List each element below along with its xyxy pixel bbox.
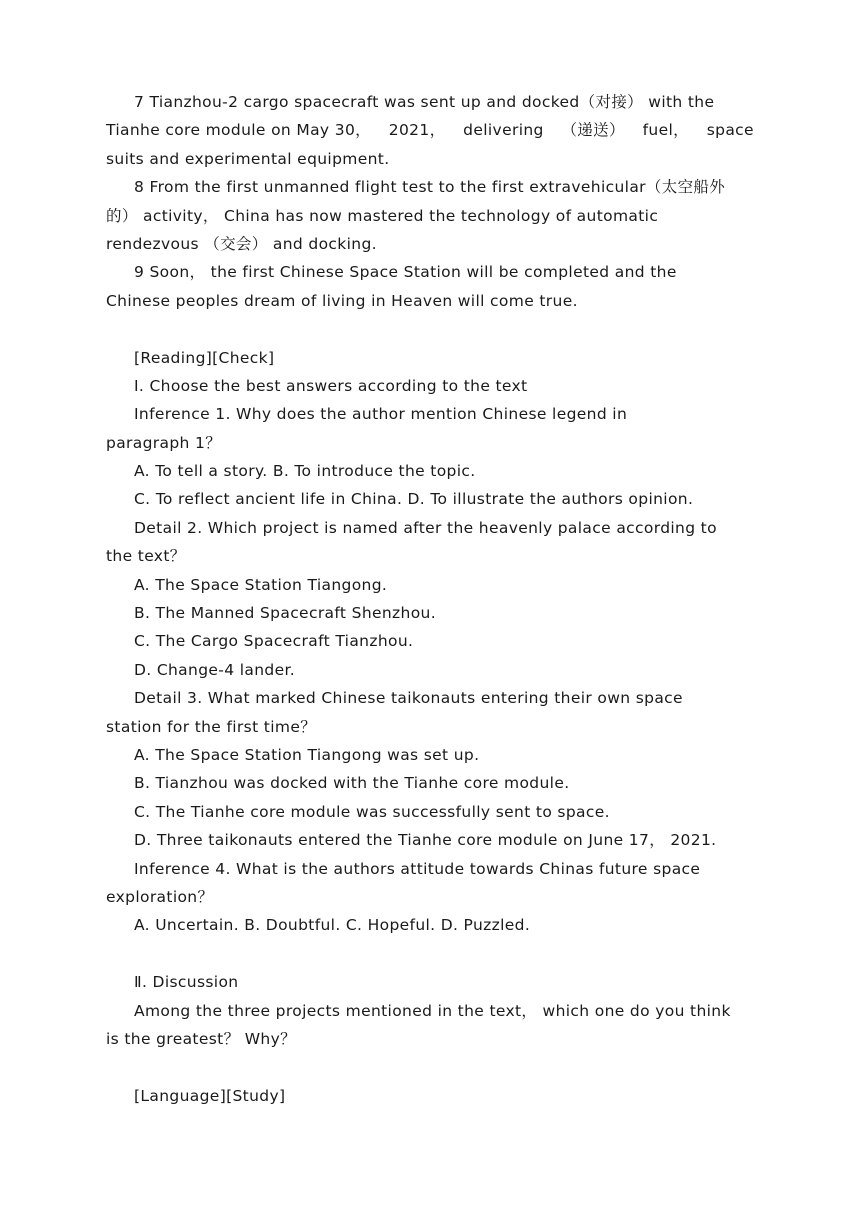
p7-line-2: [106, 116, 754, 144]
discussion-line-1: Among the three projects mentioned in the text， which one do you think: [134, 1001, 731, 1020]
spacer: [106, 1053, 754, 1081]
q2-option-a: A. The Space Station Tiangong.: [134, 575, 388, 594]
p7-word: space: [706, 121, 754, 140]
q1-options-ab: A. To tell a story. B. To introduce the topic.: [134, 462, 476, 481]
q3-line-1: Detail 3. What marked Chinese taikonauts entering their own space: [134, 689, 683, 708]
p7-word: 2021，: [388, 121, 446, 140]
q2-option-c: C. The Cargo Spacecraft Tianzhou.: [134, 632, 414, 651]
p9-line-1: 9 Soon， the first Chinese Space Station will be completed and the: [134, 263, 677, 282]
q3-option-d: D. Three taikonauts entered the Tianhe core module on June 17， 2021.: [134, 831, 717, 850]
spacer: [106, 940, 754, 968]
section-1-title: Ⅰ. Choose the best answers according to the text: [134, 376, 528, 395]
p7-line-3: suits and experimental equipment.: [106, 149, 390, 168]
q4-line-2: exploration？: [106, 887, 214, 906]
p8-line-3: rendezvous （交会） and docking.: [106, 234, 377, 253]
p7-line-1: 7 Tianzhou‑2 cargo spacecraft was sent up and docked（对接） with the: [134, 93, 715, 111]
q4-options: A. Uncertain. B. Doubtful. C. Hopeful. D. Puzzled.: [134, 916, 531, 935]
discussion-line-2: is the greatest？ Why？: [106, 1029, 296, 1048]
q2-option-b: B. The Manned Spacecraft Shenzhou.: [134, 604, 436, 623]
discussion-title: Ⅱ. Discussion: [134, 973, 239, 992]
q2-line-2: the text？: [106, 547, 186, 566]
language-study-heading: [Language][Study]: [134, 1086, 286, 1105]
p7-word: Tianhe core module on May 30，: [106, 121, 371, 140]
q3-option-b: B. Tianzhou was docked with the Tianhe core module.: [134, 774, 570, 793]
p9-line-2: Chinese peoples dream of living in Heaven will come true.: [106, 291, 578, 310]
q4-line-1: Inference 4. What is the authors attitude towards Chinas future space: [134, 859, 701, 878]
q2-option-d: D. Change‑4 lander.: [134, 660, 296, 679]
p8-line-2: 的） activity， China has now mastered the technology of automatic: [106, 206, 659, 225]
reading-check-heading: [Reading][Check]: [134, 348, 275, 367]
q3-line-2: station for the first time？: [106, 717, 317, 736]
q3-option-a: A. The Space Station Tiangong was set up.: [134, 745, 480, 764]
p7-word: fuel，: [642, 121, 689, 140]
q1-line-2: paragraph 1？: [106, 433, 222, 452]
p7-word: delivering: [463, 121, 544, 140]
p8-line-1: 8 From the first unmanned flight test to the first extravehicular（太空船外: [134, 178, 726, 197]
q2-line-1: Detail 2. Which project is named after the heavenly palace according to: [134, 518, 717, 537]
p7-word: （递送）: [561, 121, 625, 140]
spacer: [106, 315, 754, 343]
document-body: [106, 88, 754, 1110]
q1-line-1: Inference 1. Why does the author mention Chinese legend in: [134, 405, 628, 424]
q3-option-c: C. The Tianhe core module was successfully sent to space.: [134, 802, 610, 821]
q1-options-cd: C. To reflect ancient life in China. D. To illustrate the authors opinion.: [134, 490, 694, 509]
